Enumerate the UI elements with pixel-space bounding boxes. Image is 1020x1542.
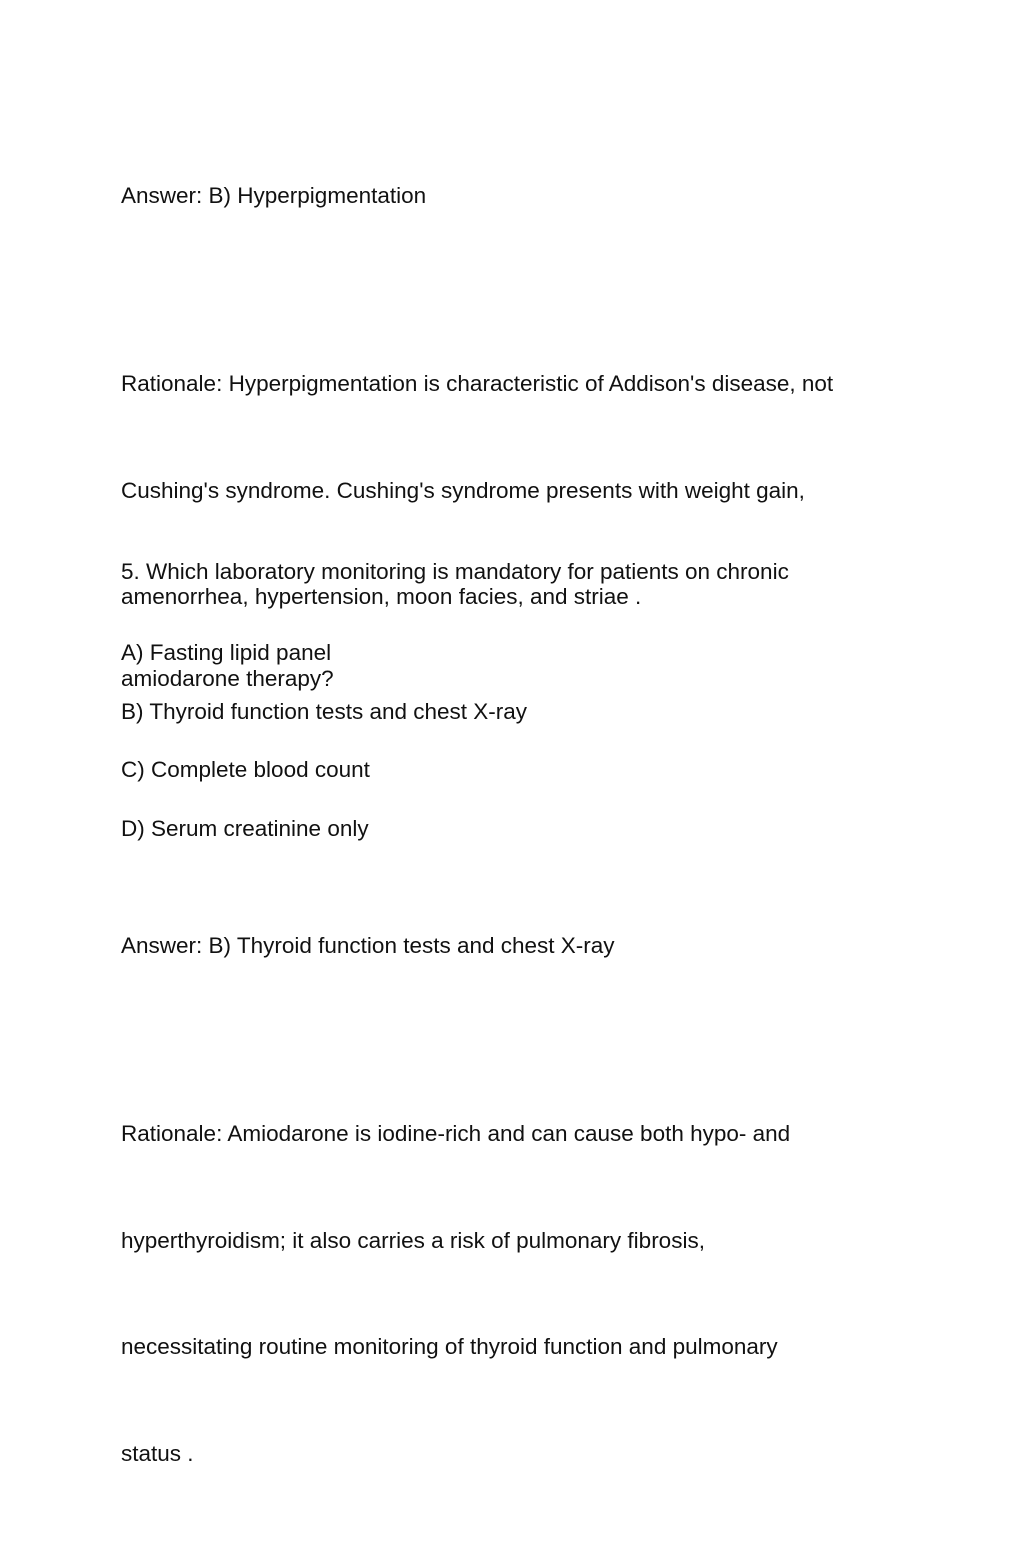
rationale-line: hyperthyroidism; it also carries a risk of pulmonary fibrosis, [121,1227,705,1253]
rationale-line: necessitating routine monitoring of thyroid function and pulmonary [121,1334,778,1359]
rationale-line: Rationale: Amiodarone is iodine-rich and can cause both hypo- and [121,1121,791,1146]
rationale-line: amenorrhea, hypertension, moon facies, and striae . [121,584,642,609]
rationale-line: Rationale: Hyperpigmentation is characteristic of Addison's disease, not [121,371,834,396]
question-line: 5. Which laboratory monitoring is mandatory for patients on chronic [121,559,789,584]
option-c: C) Complete blood count [121,757,370,782]
option-d: D) Serum creatinine only [121,816,369,841]
previous-answer: Answer: B) Hyperpigmentation [121,183,427,208]
option-a: A) Fasting lipid panel [121,640,332,665]
rationale-line: Cushing's syndrome. Cushing's syndrome presents with weight gain, [121,477,805,503]
question-5-answer: Answer: B) Thyroid function tests and chest X-ray [121,933,615,958]
question-5-rationale [121,1045,911,1542]
option-b: B) Thyroid function tests and chest X-ray [121,699,528,724]
question-line: amiodarone therapy? [121,665,334,691]
rationale-line: status . [121,1440,194,1466]
